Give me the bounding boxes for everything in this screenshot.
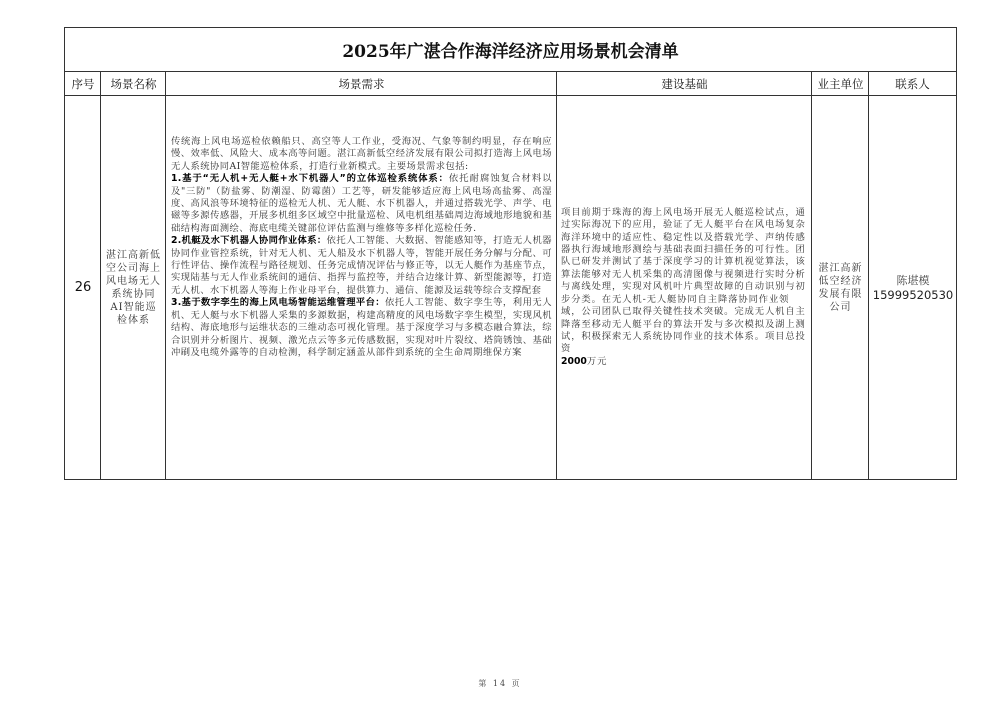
header-no: 序号: [65, 72, 101, 96]
demand-item-3-text: 依托人工智能、数字孪生等，利用无人机、无人艇与水下机器人采集的多源数据，构建高精度的风电场数字孪生模型，实现风机结构、海底地形与运维状态的三维动态可视化管理。基于深度学习与多模态融合算法，综合识别并分析图片、视频、激光点云等多元传感数据，实现对叶片裂纹、塔筒锈蚀、基础冲刷及电缆外露等的自动检测，科学制定涵盖从部件到系统的全生命周期维保方案: [171, 297, 552, 358]
document-title: 2025年广湛合作海洋经济应用场景机会清单: [65, 28, 956, 72]
demand-item-2-text: 依托人工智能、大数据、智能感知等，打造无人机器协同作业管控系统，针对无人机、无人船及水下机器人等，智能开展任务分解与分配、可行性评估、操作流程与路径规划、任务完成情况评估与修正等，以无人艇作为基座节点，实现陆基与无人作业系统间的通信、指挥与监控等，并结合边缘计算、新型能源等，打造无人机、水下机器人等海上作业母平台，提供算力、通信、能源及运载等综合支撑配套: [171, 235, 552, 296]
scenario-name: 湛江高新低空公司海上风电场无人系统协同AI智能巡检体系: [106, 249, 161, 326]
demand-item-1-title: 1.基于“无人机+无人艇+水下机器人”的立体巡检系统体系：: [171, 173, 449, 185]
demand-item-1-text: 依托耐腐蚀复合材料以及"三防"（防盐雾、防潮湿、防霉菌）工艺等，研发能够适应海上风电场高盐雾、高湿度、高风浪等环境特征的巡检无人机、无人艇、水下机器人，并通过搭载光学、声学、电磁等多源传感器，开展多机组多区域空中批量巡检、风电机组基础周边海域地形地貌和基础结构海面测绘、海底电缆关键部位评估监测与维修等多样化巡检任务.: [171, 173, 552, 234]
demand-item-2: [171, 235, 552, 297]
column-divider: [165, 72, 166, 479]
header-owner: 业主单位: [812, 72, 869, 96]
basis-text: 项目前期于珠海的海上风电场开展无人艇巡检试点，通过实际海况下的应用，验证了无人艇平台在风电场复杂海洋环境中的适应性、稳定性以及搭载光学、声纳传感器执行海域地形测绘与基础表面扫描任务的可行性。团队已研发并测试了基于深度学习的计算机视觉算法，该算法能够对无人机采集的高清图像与视频进行实时分析与离线处理，实现对风机叶片典型故障的自动识别与初步分类。在无人机-无人艇协同自主降落协同作业领域，公司团队已取得关键性技术突破。完成无人机自主降落至移动无人艇平台的算法开发与多次模拟及湖上测试，积极探索无人系统协同作业的技术体系。项目总投资: [561, 206, 806, 355]
header-demand: 场景需求: [166, 72, 557, 96]
column-divider: [556, 72, 557, 479]
demand-intro: 传统海上风电场巡检依赖船只、高空等人工作业，受海况、气象等制约明显，存在响应慢、效率低、风险大、成本高等问题。湛江高新低空经济发展有限公司拟打造海上风电场无人系统协同AI智能巡检体系，打造行业新模式。主要场景需求包括:: [171, 136, 552, 172]
contact-phone: 15999520530: [872, 287, 954, 302]
row-number: 26: [74, 280, 92, 295]
owner-unit: 湛江高新低空经济发展有限公司: [818, 262, 863, 313]
construction-basis: [558, 96, 811, 479]
demand-item-2-title: 2.机艇及水下机器人协同作业体系：: [171, 235, 327, 247]
column-divider: [811, 72, 812, 479]
column-divider: [868, 72, 869, 479]
header-basis: 建设基础: [557, 72, 812, 96]
contact-name: 陈堪模: [896, 273, 930, 287]
investment-amount: 2000: [561, 355, 587, 367]
demand-item-3-title: 3.基于数字孪生的海上风电场智能运维管理平台：: [171, 297, 385, 309]
demand-item-1: [171, 173, 552, 235]
header-name: 场景名称: [101, 72, 166, 96]
contact-cell: [870, 96, 956, 479]
investment-unit: 万元: [586, 355, 608, 367]
scenario-demand: [167, 96, 556, 479]
basis-text-block: [561, 207, 808, 368]
opportunity-table: [64, 27, 957, 480]
page-number: 第 14 页: [478, 679, 522, 688]
header-contact: 联系人: [869, 72, 956, 96]
demand-item-3: [171, 297, 552, 359]
